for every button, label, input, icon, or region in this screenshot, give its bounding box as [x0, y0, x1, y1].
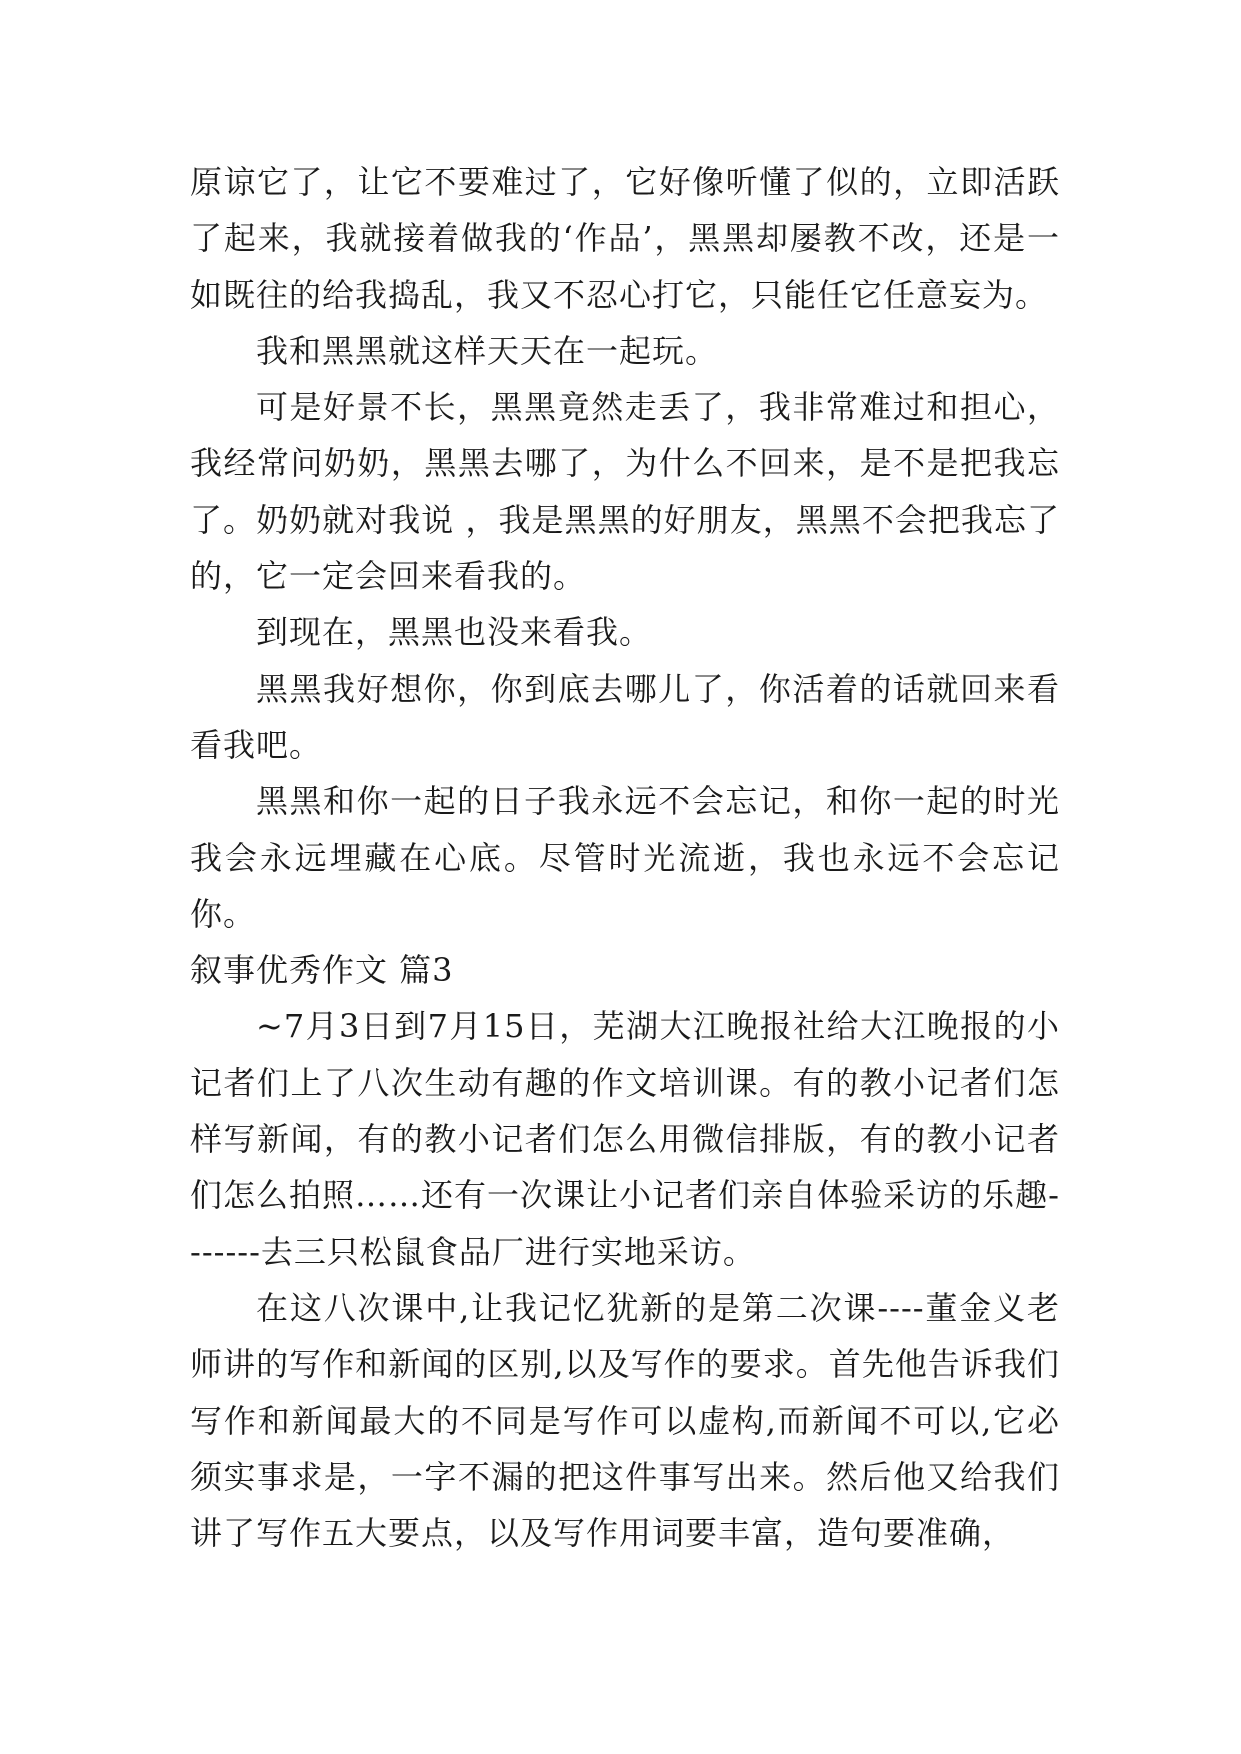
paragraph-6: 黑黑和你一起的日子我永远不会忘记，和你一起的时光我会永远埋藏在心底。尽管时光流逝，我也永远不会忘记你。 — [190, 782, 1060, 933]
paragraph-1: 原谅它了，让它不要难过了，它好像听懂了似的，立即活跃了起来，我就接着做我的‘作品’，黑黑却屡教不改，还是一如既往的给我捣乱，我又不忍心打它，只能任它任意妄为。 — [190, 163, 1060, 314]
paragraph-8: 在这八次课中,让我记忆犹新的是第二次课----董金义老师讲的写作和新闻的区别,以及写作的要求。首先他告诉我们写作和新闻最大的不同是写作可以虚构,而新闻不可以,它必须实事求是，一字不漏的把这件事写出来。然后他又给我们讲了写作五大要点，以及写作用词要丰富，造句要准确， — [190, 1288, 1060, 1553]
paragraph-7: ~7月3日到7月15日，芜湖大江晚报社给大江晚报的小记者们上了八次生动有趣的作文培训课。有的教小记者们怎样写新闻，有的教小记者们怎么用微信排版，有的教小记者们怎么拍照……还有一次课让小记者们亲自体验采访的乐趣-------去三只松鼠食品厂进行实地采访。 — [190, 1007, 1060, 1271]
paragraph-2: 我和黑黑就这样天天在一起玩。 — [256, 331, 719, 370]
document-page — [190, 154, 1060, 1561]
paragraph-4: 到现在，黑黑也没来看我。 — [256, 613, 653, 652]
section-heading: 叙事优秀作文 篇3 — [190, 951, 454, 990]
paragraph-3: 可是好景不长，黑黑竟然走丢了，我非常难过和担心，我经常问奶奶，黑黑去哪了，为什么不回来，是不是把我忘了。奶奶就对我说 ，我是黑黑的好朋友，黑黑不会把我忘了的，它一定会回来看我的。 — [190, 388, 1060, 596]
paragraph-5: 黑黑我好想你，你到底去哪儿了，你活着的话就回来看看我吧。 — [190, 669, 1060, 764]
